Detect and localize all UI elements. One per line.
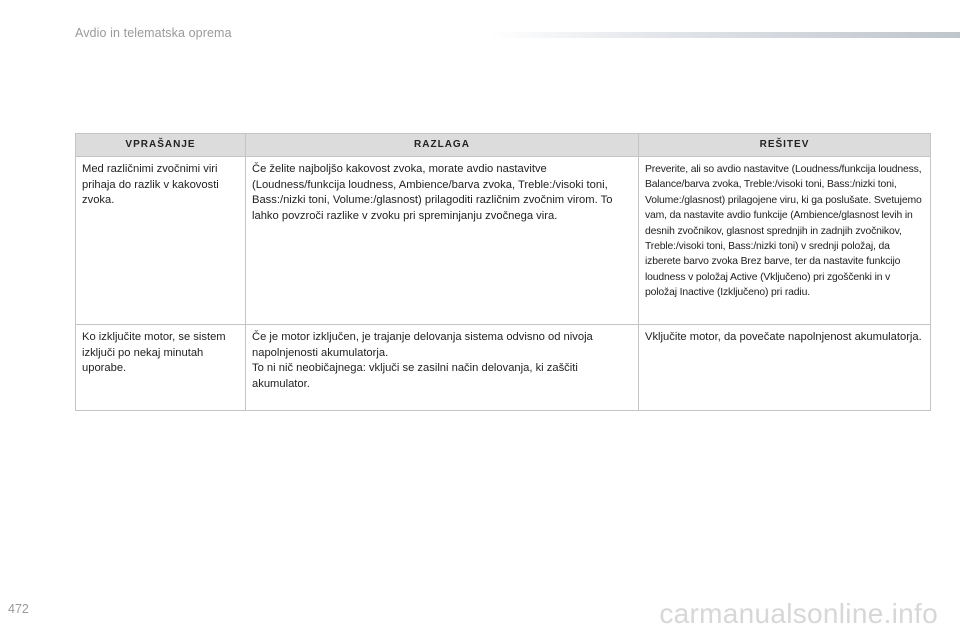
header-decor-bar bbox=[490, 32, 960, 38]
table-row bbox=[76, 157, 931, 325]
table-row bbox=[76, 325, 931, 411]
cell-solution: Preverite, ali so avdio nastavitve (Loudness/funkcija loudness, Balance/barva zvoka, Treble:/visoki toni, Bass:/nizki toni, Volume:/glasnost) prilagojene viru, ki ga poslušate. Svetujemo vam, da nastavite avdio funkcije (Ambience/glasnost levih in desnih zvočnikov, glasnost sprednjih in zadnjih zvočnikov, Treble:/visoki toni, Bass:/nizki toni) v srednji položaj, da izberete barvo zvoka Brez barve, ter da nastavite funkcijo loudness v položaj Active (Vključeno) pri zgoščenki in v položaj Inactive (Izključeno) pri radiu. bbox=[639, 157, 931, 325]
column-header-explanation: RAZLAGA bbox=[246, 134, 639, 157]
column-header-question: VPRAŠANJE bbox=[76, 134, 246, 157]
header-title: Avdio in telematska oprema bbox=[75, 26, 232, 40]
watermark-text: carmanualsonline.info bbox=[659, 598, 938, 629]
table-header-row bbox=[76, 134, 931, 157]
cell-question: Med različnimi zvočnimi viri prihaja do razlik v kakovosti zvoka. bbox=[76, 157, 246, 325]
cell-explanation: Če želite najboljšo kakovost zvoka, morate avdio nastavitve (Loudness/funkcija loudness, Ambience/barva zvoka, Treble:/visoki toni, Bass:/nizki toni, Volume:/glasnost) prilagoditi različnim zvočnim virom. To lahko povzroči razlike v zvoku pri spreminjanju zvočnega vira. bbox=[246, 157, 639, 325]
cell-solution: Vključite motor, da povečate napolnjenost akumulatorja. bbox=[639, 325, 931, 411]
cell-explanation bbox=[246, 325, 639, 411]
page-number: 472 bbox=[8, 602, 29, 616]
cell-question: Ko izključite motor, se sistem izključi po nekaj minutah uporabe. bbox=[76, 325, 246, 411]
troubleshooting-table bbox=[75, 133, 931, 411]
explanation-line: Če je motor izključen, je trajanje delovanja sistema odvisno od nivoja napolnjenosti akumulatorja. bbox=[252, 331, 593, 359]
column-header-solution: REŠITEV bbox=[639, 134, 931, 157]
explanation-line: To ni nič neobičajnega: vključi se zasilni način delovanja, ki zaščiti akumulator. bbox=[252, 362, 578, 390]
